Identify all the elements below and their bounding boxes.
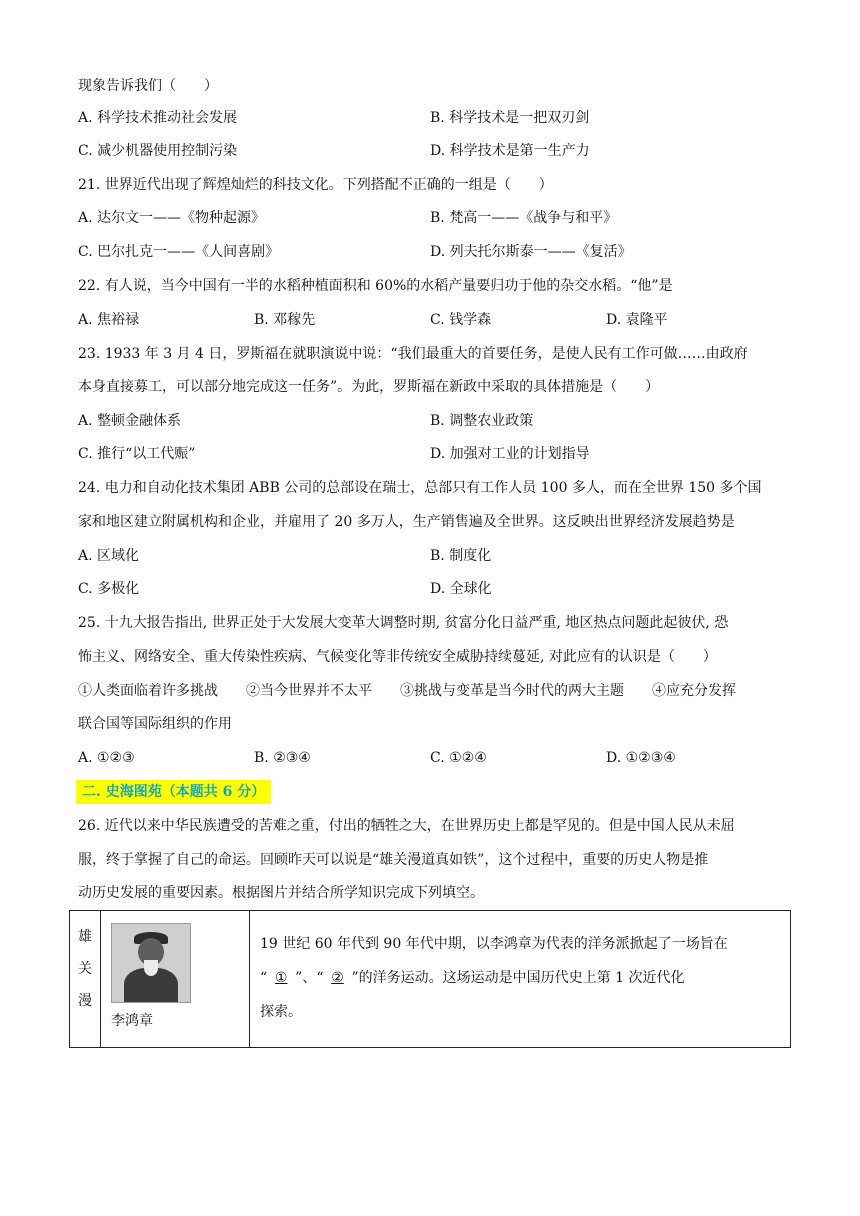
q25-stem-line3: ①人类面临着许多挑战 ②当今世界并不太平 ③挑战与变革是当今时代的两大主题 ④应充分发挥 (78, 683, 736, 699)
q21-stem: 21. 世界近代出现了辉煌灿烂的科技文化。下列搭配不正确的一组是（ ） (78, 177, 553, 193)
q22-option-d: D. 袁隆平 (606, 312, 668, 328)
blank-2: ② (331, 970, 344, 986)
li-hongzhang-portrait (111, 923, 191, 1003)
q26-stem-line3: 动历史发展的重要因素。根据图片并结合所学知识完成下列填空。 (78, 885, 484, 901)
desc-open-quote: “ (260, 970, 268, 986)
q22-stem: 22. 有人说，当今中国有一半的水稻种植面积和 60%的水稻产量要归功于他的杂交水稻。“他”是 (78, 278, 673, 294)
table-vertical-label (70, 911, 101, 1048)
desc-line1: 19 世纪 60 年代到 90 年代中期，以李鸿章为代表的洋务派掀起了一场旨在 (260, 936, 728, 952)
q20-stem: 现象告诉我们（ ） (78, 78, 218, 94)
q25-stem-line1: 25. 十九大报告指出, 世界正处于大发展大变革大调整时期, 贫富分化日益严重, 地区热点问题此起彼伏, 恐 (78, 615, 729, 631)
q20-option-b: B. 科学技术是一把双刃剑 (430, 110, 590, 126)
q24-option-a: A. 区域化 (78, 548, 140, 564)
q22-option-a: A. 焦裕禄 (78, 312, 140, 328)
blank-1: ① (274, 970, 288, 986)
q23-options-row2 (78, 444, 798, 464)
q22-option-b: B. 邓稼先 (254, 312, 316, 328)
q20-options-row1 (78, 108, 798, 128)
q23-option-a: A. 整顿金融体系 (78, 413, 182, 429)
desc-mid: ”、“ (295, 970, 324, 986)
desc-line2 (260, 961, 780, 995)
q23-option-c: C. 推行“以工代赈” (78, 446, 196, 462)
q25-options-row (78, 748, 798, 768)
q23-option-d: D. 加强对工业的计划指导 (430, 446, 590, 462)
q22-option-c: C. 钱学森 (430, 312, 492, 328)
q24-option-c: C. 多极化 (78, 581, 140, 597)
q24-stem-line1: 24. 电力和自动化技术集团 ABB 公司的总部设在瑞士，总部只有工作人员 100 多人，而在全世界 150 多个国 (78, 480, 762, 496)
section-heading: 二. 史海图苑（本题共 6 分） (76, 780, 271, 804)
q21-option-c: C. 巴尔扎克一——《人间喜剧》 (78, 244, 280, 260)
q24-options-row1 (78, 546, 798, 566)
q21-options-row2 (78, 242, 798, 262)
q26-figure-table (69, 910, 791, 1048)
q20-options-row2 (78, 141, 798, 161)
vertical-char-3: 漫 (78, 993, 92, 1009)
q24-options-row2 (78, 579, 798, 599)
q26-stem-line2: 服，终于掌握了自己的命运。回顾昨天可以说是“雄关漫道真如铁”，这个过程中，重要的历史人物是推 (78, 852, 709, 868)
desc-after: ”的洋务运动。这场运动是中国历代史上第 1 次近代化 (351, 970, 685, 986)
q26-stem-line1: 26. 近代以来中华民族遭受的苦难之重，付出的牺牲之大，在世界历史上都是罕见的。但是中国人民从未屈 (78, 818, 735, 834)
portrait-caption: 李鸿章 (111, 1013, 153, 1029)
description-cell (250, 911, 791, 1048)
q20-option-c: C. 减少机器使用控制污染 (78, 143, 238, 159)
q25-stem-line2: 怖主义、网络安全、重大传染性疾病、气候变化等非传统安全威胁持续蔓延, 对此应有的认识是（ ） (78, 649, 717, 665)
q21-option-d: D. 列夫托尔斯泰一——《复活》 (430, 244, 632, 260)
q21-option-b: B. 梵高一——《战争与和平》 (430, 210, 618, 226)
q20-option-a: A. 科学技术推动社会发展 (78, 110, 238, 126)
q24-option-b: B. 制度化 (430, 548, 492, 564)
q20-option-d: D. 科学技术是第一生产力 (430, 143, 590, 159)
q25-option-d: D. ①②③④ (606, 750, 676, 766)
q25-option-b: B. ②③④ (254, 750, 311, 766)
q23-options-row1 (78, 411, 798, 431)
q21-option-a: A. 达尔文一——《物种起源》 (78, 210, 266, 226)
q24-stem-line2: 家和地区建立附属机构和企业，并雇用了 20 多万人，生产销售遍及全世界。这反映出世界经济发展趋势是 (78, 514, 735, 530)
q23-stem-line1: 23. 1933 年 3 月 4 日，罗斯福在就职演说中说：“我们最重大的首要任务，是使人民有工作可做……由政府 (78, 346, 748, 362)
q24-option-d: D. 全球化 (430, 581, 492, 597)
q25-option-c: C. ①②④ (430, 750, 487, 766)
vertical-char-1: 雄 (78, 929, 92, 945)
q23-stem-line2: 本身直接募工，可以部分地完成这一任务”。为此，罗斯福在新政中采取的具体措施是（ ） (78, 379, 660, 395)
q22-options-row (78, 310, 798, 330)
portrait-cell (101, 911, 250, 1048)
q25-stem-line4: 联合国等国际组织的作用 (78, 716, 232, 732)
q21-options-row1 (78, 208, 798, 228)
vertical-char-2: 关 (78, 961, 92, 977)
q23-option-b: B. 调整农业政策 (430, 413, 534, 429)
desc-line3: 探索。 (260, 1004, 302, 1020)
q25-option-a: A. ①②③ (78, 750, 135, 766)
